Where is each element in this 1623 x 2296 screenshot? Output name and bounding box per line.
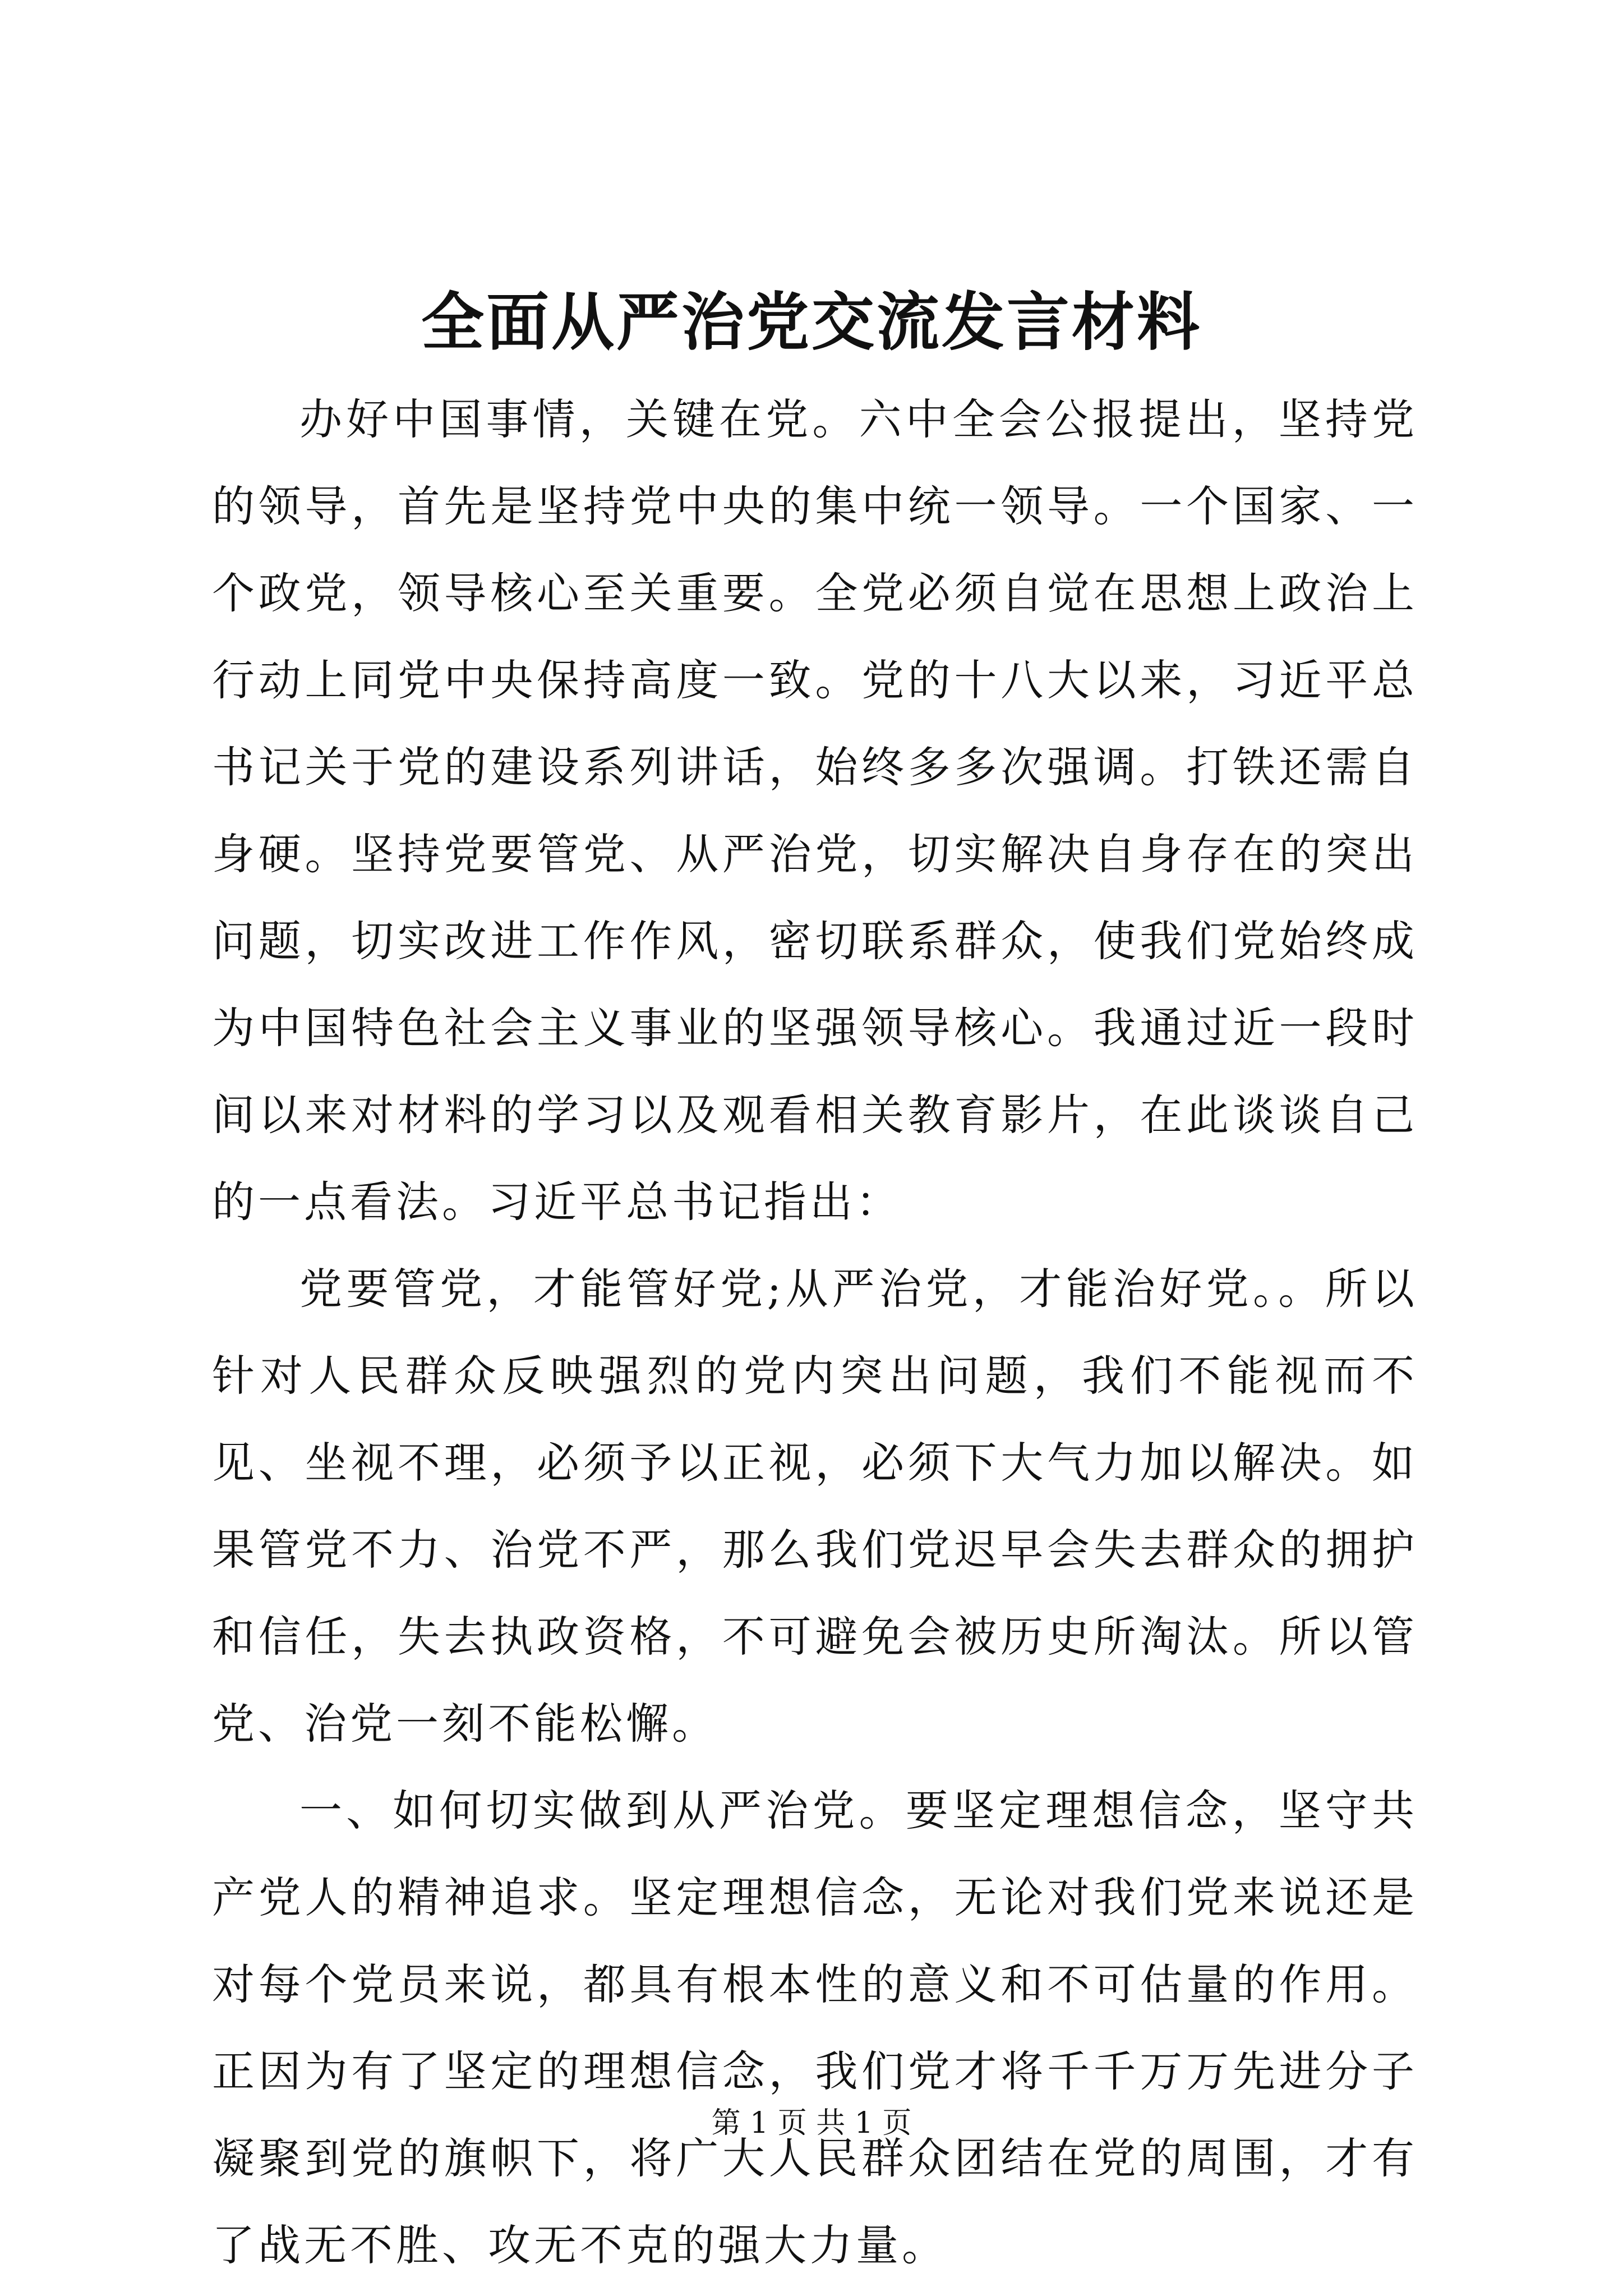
document-body: [212, 376, 1418, 2289]
document-title: 全面从严治党交流发言材料: [421, 286, 1202, 359]
page-footer: 第 1 页 共 1 页: [711, 2106, 912, 2140]
paragraph-2: 党要管党，才能管好党;从严治党，才能治好党。。所以针对人民群众反映强烈的党内突出问题，我们不能视而不见、坐视不理，必须予以正视，必须下大气力加以解决。如果管党不力、治党不严，那么我们党迟早会失去群众的拥护和信任，失去执政资格，不可避免会被历史所淘汰。所以管党、治党一刻不能松懈。: [212, 1264, 1418, 1749]
paragraph-1: 办好中国事情，关键在党。六中全会公报提出，坚持党的领导，首先是坚持党中央的集中统一领导。一个国家、一个政党，领导核心至关重要。全党必须自觉在思想上政治上行动上同党中央保持高度一致。党的十八大以来，习近平总书记关于党的建设系列讲话，始终多多次强调。打铁还需自身硬。坚持党要管党、从严治党，切实解决自身存在的突出问题，切实改进工作作风，密切联系群众，使我们党始终成为中国特色社会主义事业的坚强领导核心。我通过近一段时间以来对材料的学习以及观看相关教育影片，在此谈谈自己的一点看法。习近平总书记指出：: [212, 394, 1418, 1227]
paragraph-3: 一、如何切实做到从严治党。要坚定理想信念，坚守共产党人的精神追求。坚定理想信念，无论对我们党来说还是对每个党员来说，都具有根本性的意义和不可估量的作用。正因为有了坚定的理想信念，我们党才将千千万万先进分子凝聚到党的旗帜下，将广大人民群众团结在党的周围，才有了战无不胜、攻无不克的强大力量。: [212, 1786, 1418, 2270]
